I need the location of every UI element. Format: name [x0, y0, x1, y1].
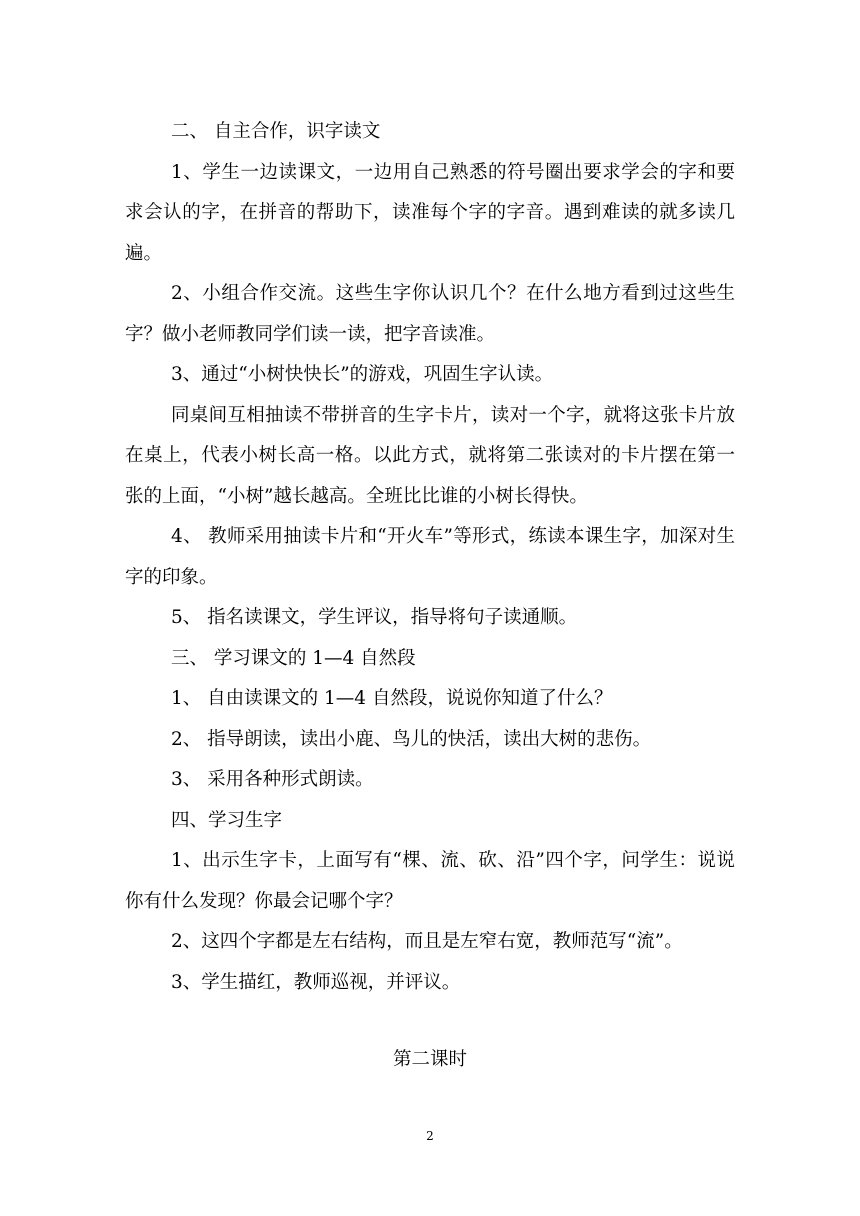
- document-body: [125, 112, 735, 1003]
- section-heading-two: 二、 自主合作，识字读文: [171, 121, 381, 142]
- paragraph-reading-1: 1、 自由读课文的 1—4 自然段，说说你知道了什么？: [171, 688, 613, 709]
- paragraph-reading-3: 3、 采用各种形式朗读。: [171, 769, 374, 790]
- paragraph-step-4: 4、 教师采用抽读卡片和“开火车”等形式，练读本课生字，加深对生字的印象。: [125, 526, 735, 588]
- paragraph-characters-1: 1、出示生字卡，上面写有“棵、流、砍、沿”四个字，问学生：说说你有什么发现？你最会记哪个字？: [125, 850, 735, 912]
- lesson-heading: 第二课时: [392, 1049, 467, 1070]
- paragraph-game-description: 同桌间互相抽读不带拼音的生字卡片，读对一个字，就将这张卡片放在桌上，代表小树长高一格。以此方式，就将第二张读对的卡片摆在第一张的上面，“小树”越长越高。全班比比谁的小树长得快。: [125, 404, 735, 507]
- paragraph-step-2: 2、小组合作交流。这些生字你认识几个？在什么地方看到过这些生字？做小老师教同学们读一读，把字音读准。: [125, 283, 735, 345]
- paragraph-step-3: 3、通过“小树快快长”的游戏，巩固生字认读。: [171, 364, 554, 385]
- section-heading-four: 四、学习生字: [171, 809, 283, 831]
- paragraph-step-5: 5、 指名读课文，学生评议，指导将句子读通顺。: [171, 607, 578, 628]
- paragraph-characters-2: 2、这四个字都是左右结构，而且是左窄右宽，教师范写“流”。: [171, 931, 683, 952]
- paragraph-reading-2: 2、 指导朗读，读出小鹿、鸟儿的快活，读出大树的悲伤。: [171, 728, 652, 750]
- page-number: 2: [426, 1129, 434, 1143]
- section-heading-three: 三、 学习课文的 1—4 自然段: [171, 647, 416, 669]
- paragraph-characters-3: 3、学生描红，教师巡视，并评议。: [171, 971, 461, 993]
- paragraph-step-1: 1、学生一边读课文，一边用自己熟悉的符号圈出要求学会的字和要求会认的字，在拼音的帮助下，读准每个字的字音。遇到难读的就多读几遍。: [125, 161, 735, 264]
